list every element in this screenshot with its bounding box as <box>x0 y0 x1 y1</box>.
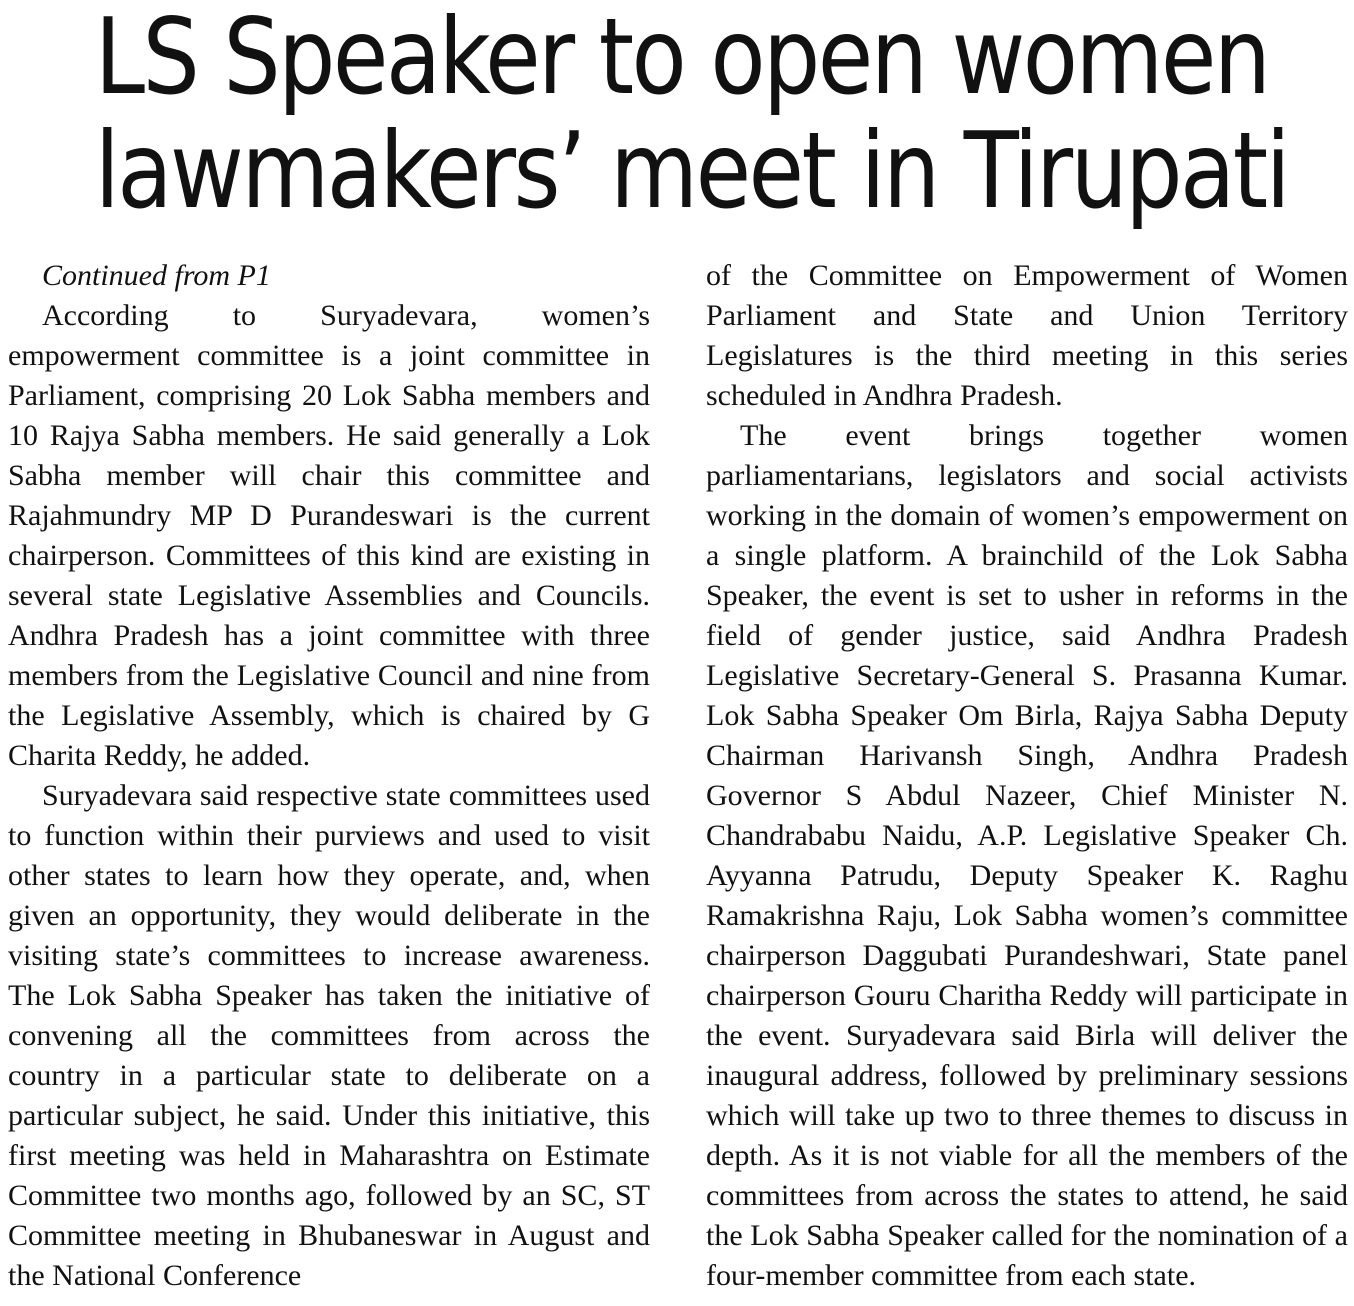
article-column-left <box>8 256 650 1296</box>
headline <box>94 0 1289 232</box>
article-column-right <box>706 256 1348 1296</box>
paragraph-3-continued: of the Committee on Empowerment of Women Parliament and State and Union Territory Legislatures is the third meeting in this series scheduled in Andhra Pradesh. <box>706 259 1348 412</box>
paragraph-2: Suryadevara said respective state committees used to function within their purviews and used to visit other states to learn how they operate, and, when given an opportunity, they would deliberate in the visiting state’s committees to increase awareness. The Lok Sabha Speaker has taken the initiative of convening all the committees from across the country in a particular state to deliberate on a particular subject, he said. Under this initiative, this first meeting was held in Maharashtra on Estimate Committee two months ago, followed by an SC, ST Committee meeting in Bhubaneswar in August and the National Conference <box>8 779 650 1292</box>
headline-line-1: LS Speaker to open women <box>94 0 1269 118</box>
continued-from-kicker: Continued from P1 <box>42 259 271 292</box>
paragraph-1: According to Suryadevara, women’s empowerment committee is a joint committee in Parliament, comprising 20 Lok Sabha members and 10 Rajya Sabha members. He said generally a Lok Sabha member will chair this committee and Rajahmundry MP D Purandeswari is the current chairperson. Committees of this kind are existing in several state Legislative Assemblies and Councils. Andhra Pradesh has a joint committee with three members from the Legislative Council and nine from the Legislative Assembly, which is chaired by G Charita Reddy, he added. <box>8 299 650 772</box>
paragraph-4: The event brings together women parliamentarians, legislators and social activists working in the domain of women’s empowerment on a single platform. A brainchild of the Lok Sabha Speaker, the event is set to usher in reforms in the field of gender justice, said Andhra Pradesh Legislative Secretary-General S. Prasanna Kumar. Lok Sabha Speaker Om Birla, Rajya Sabha Deputy Chairman Harivansh Singh, Andhra Pradesh Governor S Abdul Nazeer, Chief Minister N. Chandrababu Naidu, A.P. Legislative Speaker Ch. Ayyanna Patrudu, Deputy Speaker K. Raghu Ramakrishna Raju, Lok Sabha women’s committee chairperson Daggubati Purandeshwari, State panel chairperson Gouru Charitha Reddy will participate in the event. Suryadevara said Birla will deliver the inaugural address, followed by preliminary sessions which will take up two to three themes to discuss in depth. As it is not viable for all the members of the committees from across the states to attend, he said the Lok Sabha Speaker called for the nomination of a four-member committee from each state. <box>706 419 1348 1292</box>
headline-line-2: lawmakers’ meet in Tirupati <box>94 110 1289 232</box>
